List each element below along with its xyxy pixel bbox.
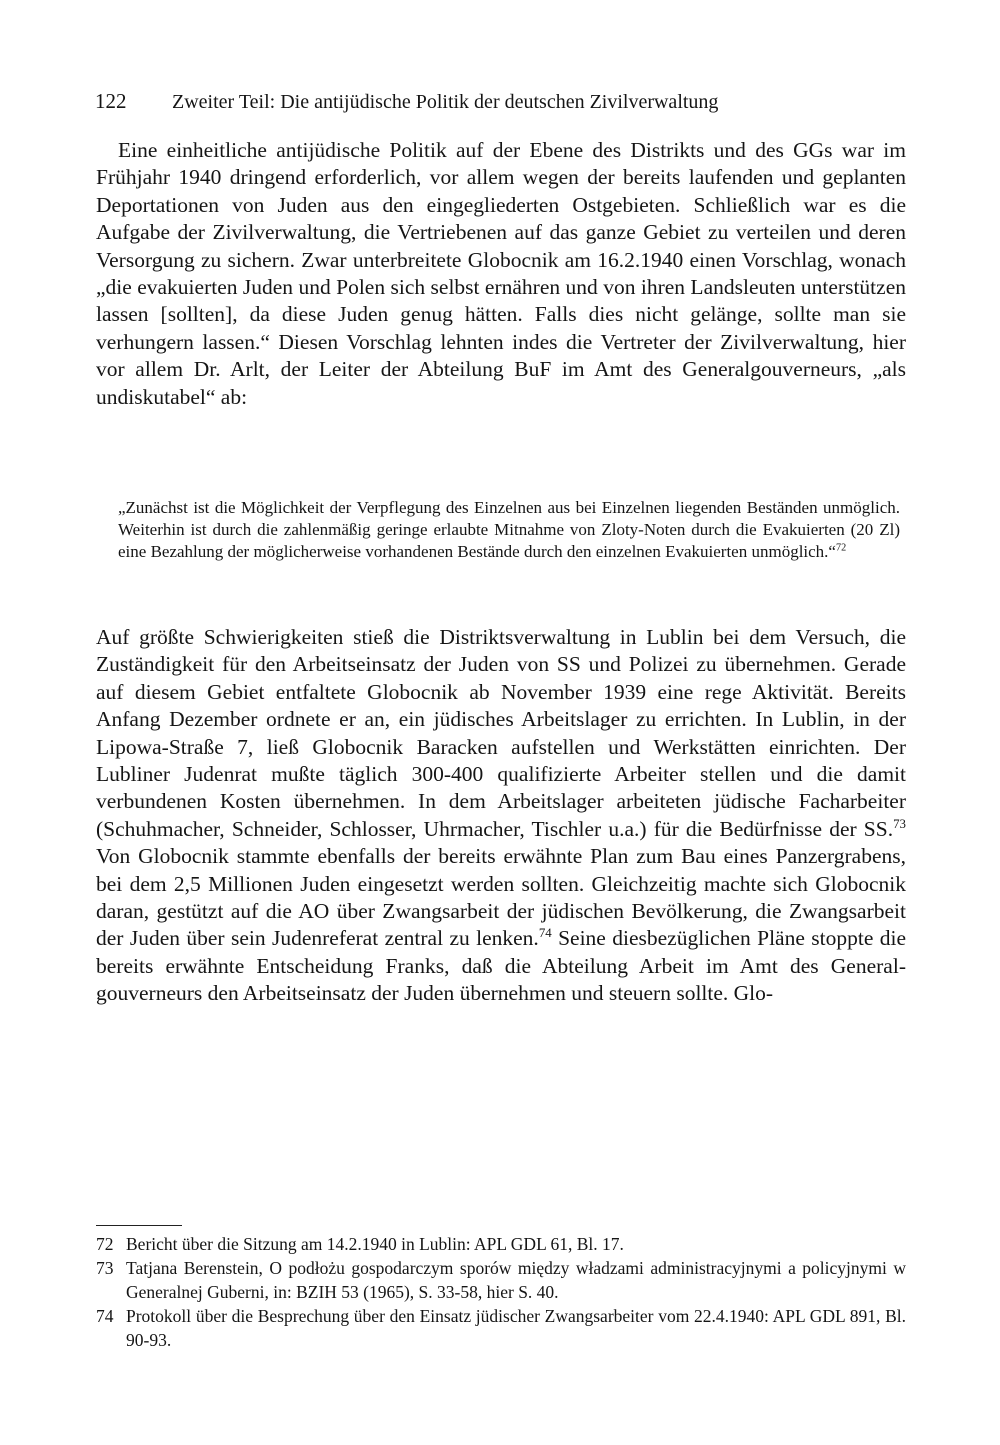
footnote-text: Tatjana Berenstein, O podłożu gospodarczym sporów między władzami administracyjnymi a policyjnymi w Generalnej Guberni, in: BZIH 53 (1965), S. 33-58, hier S. 40.	[126, 1258, 906, 1302]
body-paragraph-1	[96, 137, 906, 411]
footnote-73	[96, 1256, 906, 1304]
running-header	[95, 86, 905, 117]
footnote-ref-74[interactable]: 74	[538, 926, 552, 941]
running-title: Zweiter Teil: Die antijüdische Politik der deutschen Zivilverwaltung	[172, 91, 719, 113]
footnotes	[96, 1232, 906, 1352]
paragraph-text: Eine einheitliche antijüdische Politik auf der Ebene des Distrikts und des GGs war im Frühjahr 1940 dringend erforderlich, vor allem wegen der bereits laufenden und geplanten Deportationen von Juden aus den eingegliederten Ostgebieten. Schließlich war es die Aufgabe der Zivilverwaltung, die Vertriebenen auf das ganze Gebiet zu verteilen und deren Versorgung zu sichern. Zwar unterbreitete Globocnik am 16.2.1940 einen Vorschlag, wonach „die evakuierten Juden und Polen sich selbst ernähren und von ihren Landsleuten unterstützen lassen [sollten], da diese Juden genug hätten. Falls dies nicht gelänge, sollte man sie verhungern lassen.“ Diesen Vorschlag lehnten indes die Vertreter der Zivilverwaltung, hier vor allem Dr. Arlt, der Leiter der Abteilung BuF im Amt des Generalgouverneurs, „als undiskutabel“ ab:	[96, 138, 906, 409]
block-quote	[118, 497, 900, 563]
body-paragraph-2	[96, 624, 906, 1008]
footnote-74	[96, 1304, 906, 1352]
paragraph-text-part: Von Globocnik stammte ebenfalls der bereits erwähnte Plan zum Bau eines Panzergrabens, bei dem 2,5 Millionen Juden eingesetzt werden sollten. Gleichzeitig machte sich Globocnik daran, gestützt auf die AO über Zwangsarbeit der jüdischen Bevölkerung, die Zwangsarbeit der Juden über sein Judenreferat zentral zu lenken.	[96, 844, 906, 951]
footnote-ref-73[interactable]: 73	[893, 816, 906, 831]
footnote-text: Bericht über die Sitzung am 14.2.1940 in Lublin: APL GDL 61, Bl. 17.	[126, 1234, 624, 1254]
quote-text: „Zunächst ist die Möglichkeit der Verpflegung des Einzelnen aus bei Einzelnen liegenden Beständen unmöglich. Weiterhin ist durch die zahlenmäßig geringe erlaubte Mitnahme von Zloty-Noten durch die Evakuierten (20 Zl) eine Bezahlung der möglicherweise vorhandenen Bestände durch den einzelnen Evakuierten unmöglich.“	[118, 498, 900, 561]
footnote-number: 73	[96, 1258, 114, 1278]
paragraph-text-part: Seine diesbezüglichen Pläne stoppte die bereits erwähnte Entscheidung Franks, daß die Abteilung Arbeit im Amt des Generalgouverneurs den Arbeitseinsatz der Juden übernehmen und steuern sollte. Glo-	[96, 926, 907, 1006]
paragraph-text	[96, 624, 906, 1008]
footnote-ref-72[interactable]: 72	[835, 542, 847, 554]
footnote-text: Protokoll über die Besprechung über den Einsatz jüdischer Zwangsarbeiter vom 22.4.1940: APL GDL 891, Bl. 90-93.	[126, 1306, 906, 1350]
footnote-separator	[96, 1225, 182, 1226]
page-number: 122	[95, 89, 127, 113]
footnote-number: 74	[96, 1306, 114, 1326]
paragraph-text-part: Auf größte Schwierigkeiten stieß die Distriktsverwaltung in Lublin bei dem Versuch, die Zuständigkeit für den Arbeitseinsatz der Juden von SS und Polizei zu übernehmen. Gerade auf diesem Gebiet entfaltete Globocnik ab November 1939 eine rege Aktivität. Bereits Anfang Dezember ordnete er an, ein jüdisches Arbeitslager zu errichten. In Lublin, in der Lipowa-Straße 7, ließ Globocnik Baracken aufstellen und Werkstätten einrichten. Der Lubliner Judenrat mußte täglich 300-400 qualifizierte Arbeiter stellen und die damit verbundenen Kosten übernehmen. In dem Arbeitslager arbeiteten jüdische Facharbeiter (Schuhmacher, Schneider, Schlosser, Uhrmacher, Tischler u.a.) für die Bedürfnisse der SS.	[96, 625, 906, 841]
footnote-number: 72	[96, 1234, 114, 1254]
quote-paragraph	[118, 497, 900, 563]
footnote-72	[96, 1232, 906, 1256]
